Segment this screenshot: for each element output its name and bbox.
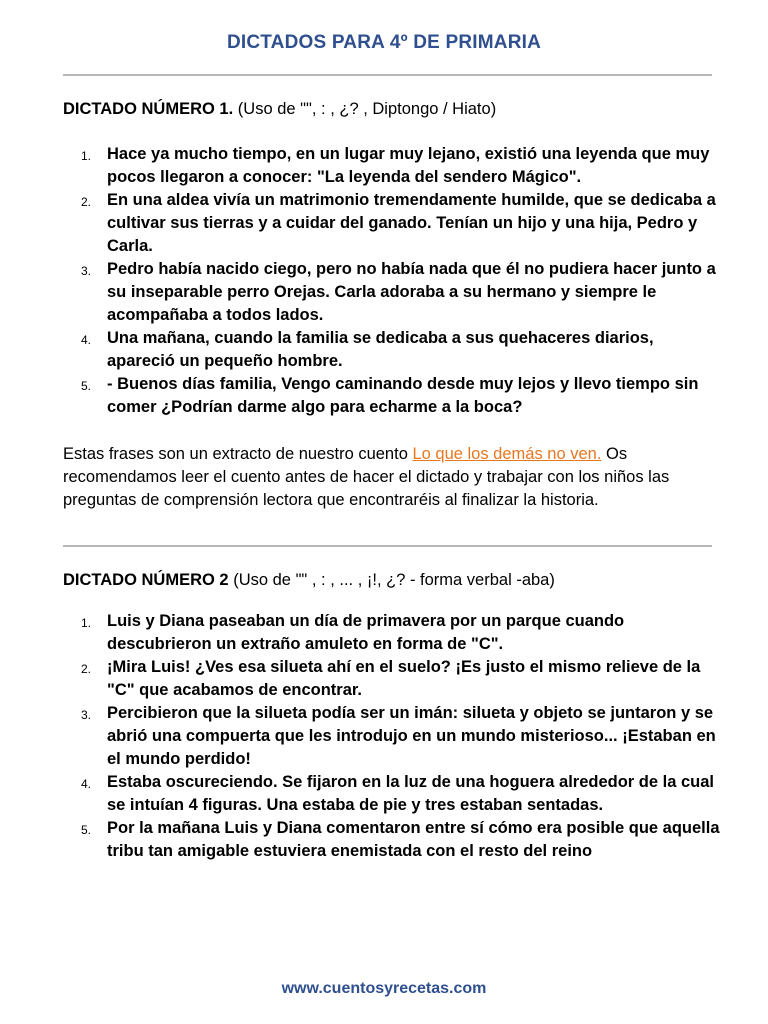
list-number: 3. [81, 708, 92, 722]
dictation-2-list [63, 610, 723, 863]
list-item [63, 702, 723, 771]
list-item [63, 610, 723, 656]
list-number: 4. [81, 777, 92, 791]
list-item [63, 771, 723, 817]
dictation-1-heading [63, 98, 496, 120]
list-number: 2. [81, 195, 92, 209]
list-text: Pedro había nacido ciego, pero no había nada que él no pudiera hacer junto a su inseparable perro Orejas. Carla adoraba a su hermano y siempre le acompañaba a todos lados. [107, 260, 716, 324]
list-text: Luis y Diana paseaban un día de primavera por un parque cuando descubrieron un extraño amuleto en forma de "C". [107, 612, 625, 653]
list-number: 3. [81, 264, 92, 278]
list-number: 5. [81, 379, 92, 393]
list-number: 4. [81, 333, 92, 347]
list-text: Por la mañana Luis y Diana comentaron entre sí cómo era posible que aquella tribu tan amigable estuviera enemistada con el resto del reino [107, 819, 720, 860]
story-note-after: Os recomendamos leer el cuento antes de hacer el dictado y trabajar con los niños las preguntas de comprensión lectora que encontraréis al finalizar la historia. [63, 445, 670, 509]
list-number: 5. [81, 823, 92, 837]
divider-middle [63, 545, 712, 547]
list-number: 2. [81, 662, 92, 676]
list-text: ¡Mira Luis! ¿Ves esa silueta ahí en el suelo? ¡Es justo el mismo relieve de la "C" que acabamos de encontrar. [107, 658, 701, 699]
list-number: 1. [81, 149, 92, 163]
list-item [63, 327, 723, 373]
dictation-2-heading-rest: (Uso de "" , : , ... , ¡!, ¿? - forma verbal -aba) [228, 571, 555, 589]
story-note-paragraph [63, 443, 723, 512]
list-item [63, 656, 723, 702]
dictation-1-heading-bold: DICTADO NÚMERO 1. [63, 100, 234, 118]
dictation-1-heading-rest: (Uso de "", : , ¿? , Diptongo / Hiato) [233, 100, 497, 118]
footer-website: www.cuentosyrecetas.com [281, 980, 487, 997]
list-item [63, 817, 723, 863]
dictation-2-heading-bold: DICTADO NÚMERO 2 [63, 571, 229, 589]
list-item [63, 373, 723, 419]
page-title: DICTADOS PARA 4º DE PRIMARIA [226, 32, 542, 53]
dictation-2-heading [63, 569, 555, 591]
story-link[interactable]: Lo que los demás no ven. [412, 445, 602, 463]
list-number: 1. [81, 616, 92, 630]
list-text: Percibieron que la silueta podía ser un imán: silueta y objeto se juntaron y se abrió una compuerta que les introdujo en un mundo misterioso... ¡Estaban en el mundo perdido! [107, 704, 716, 768]
list-text: Una mañana, cuando la familia se dedicaba a sus quehaceres diarios, apareció un pequeño hombre. [107, 329, 654, 370]
story-note-before: Estas frases son un extracto de nuestro cuento [63, 445, 413, 463]
list-text: En una aldea vivía un matrimonio tremendamente humilde, que se dedicaba a cultivar sus tierras y a cuidar del ganado. Tenían un hijo y una hija, Pedro y Carla. [107, 191, 716, 255]
dictation-1-list [63, 143, 723, 419]
list-text: Estaba oscureciendo. Se fijaron en la luz de una hoguera alrededor de la cual se intuían 4 figuras. Una estaba de pie y tres estaban sentadas. [107, 773, 715, 814]
list-item [63, 189, 723, 258]
list-item [63, 258, 723, 327]
list-text: - Buenos días familia, Vengo caminando desde muy lejos y llevo tiempo sin comer ¿Podrían darme algo para echarme a la boca? [107, 375, 699, 416]
list-text: Hace ya mucho tiempo, en un lugar muy lejano, existió una leyenda que muy pocos llegaron a conocer: "La leyenda del sendero Mágico". [107, 145, 710, 186]
divider-top [63, 74, 712, 76]
list-item [63, 143, 723, 189]
